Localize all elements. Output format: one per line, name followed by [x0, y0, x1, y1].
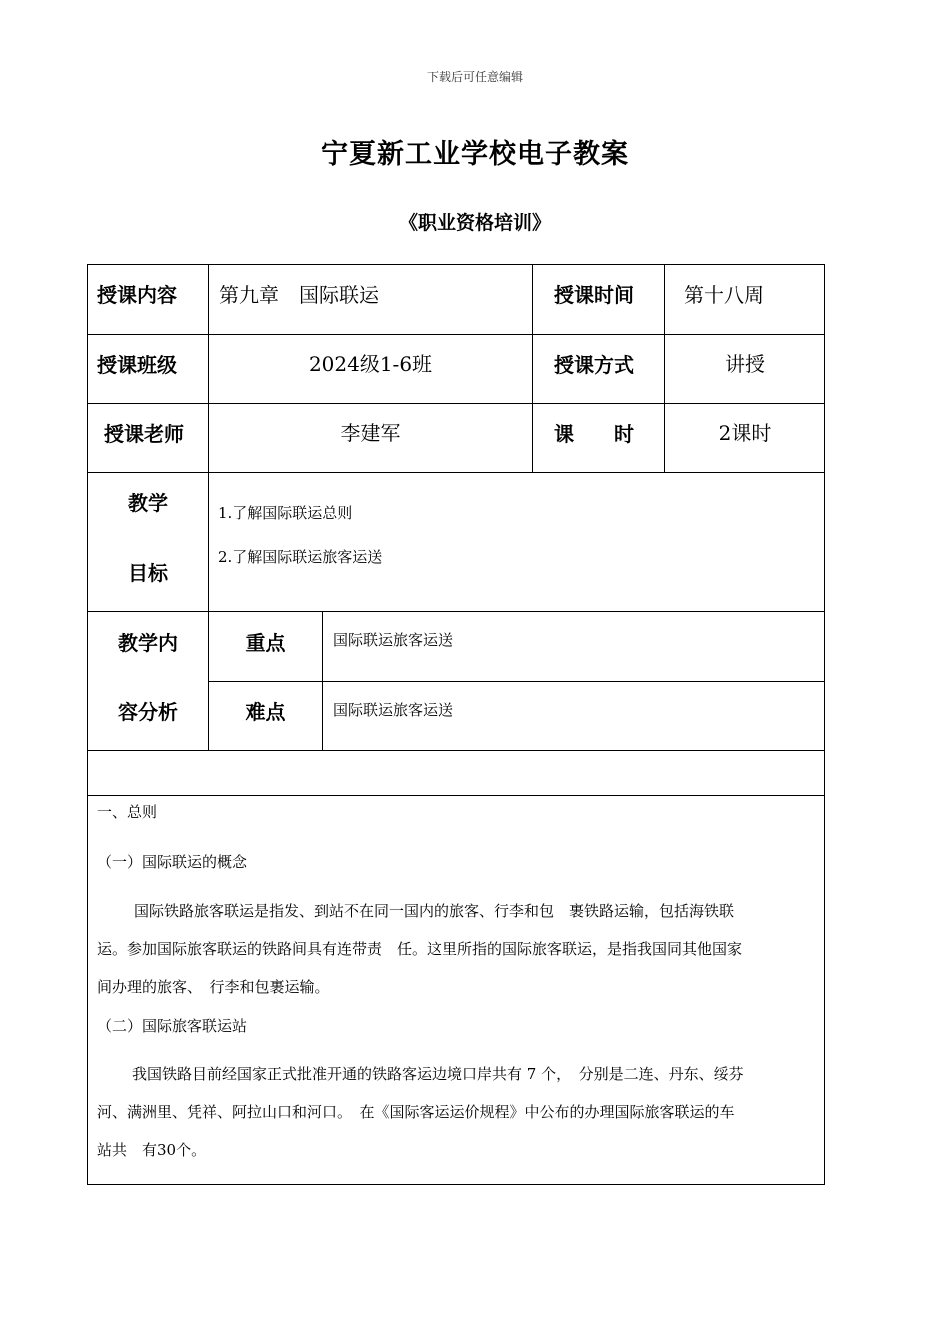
objectives-label-line1: 教学	[128, 491, 168, 515]
method-label: 授课方式	[554, 353, 634, 377]
time-value: 第十八周	[684, 283, 764, 307]
class-value: 2024级1-6班	[308, 352, 433, 376]
difficulty-value: 国际联运旅客运送	[333, 701, 454, 719]
header-note: 下载后可任意编辑	[426, 70, 523, 84]
document-title: 宁夏新工业学校电子教案	[321, 139, 629, 170]
objectives-label-line2: 目标	[128, 561, 168, 585]
paragraph-line: 河、满洲里、凭祥、阿拉山口和河口。 在《国际客运运价规程》中公布的办理国际旅客联运的车	[97, 1103, 735, 1121]
content-value: 第九章 国际联运	[219, 283, 379, 307]
time-label: 授课时间	[554, 283, 634, 307]
difficulty-label: 难点	[245, 700, 286, 724]
key-point-value: 国际联运旅客运送	[333, 631, 454, 649]
paragraph-line: 站共 有30个。	[97, 1141, 207, 1159]
hours-value: 2课时	[718, 421, 772, 445]
method-value: 讲授	[725, 352, 765, 376]
document-subtitle: 《职业资格培训》	[398, 212, 551, 234]
hours-label: 课 时	[554, 422, 634, 446]
analysis-label-line2: 容分析	[118, 700, 178, 724]
subsection-heading: （二）国际旅客联运站	[97, 1017, 248, 1035]
paragraph-line: 间办理的旅客、 行李和包裹运输。	[97, 978, 330, 996]
subsection-heading: （一）国际联运的概念	[97, 853, 248, 871]
key-point-label: 重点	[245, 631, 286, 655]
analysis-label-line1: 教学内	[118, 631, 178, 655]
teacher-value: 李建军	[340, 421, 401, 445]
objective-item: 1.了解国际联运总则	[218, 504, 353, 522]
paragraph-line: 我国铁路目前经国家正式批准开通的铁路客运边境口岸共有 7 个， 分别是二连、丹东、绥芬	[132, 1065, 744, 1083]
paragraph-line: 国际铁路旅客联运是指发、到站不在同一国内的旅客、行李和包 裹铁路运输，包括海铁联	[134, 902, 735, 920]
section-heading: 一、总则	[97, 803, 158, 821]
objective-item: 2.了解国际联运旅客运送	[218, 548, 383, 566]
teacher-label: 授课老师	[104, 422, 184, 446]
paragraph-line: 运。参加国际旅客联运的铁路间具有连带责 任。这里所指的国际旅客联运，是指我国同其他国家	[97, 940, 743, 958]
lesson-plan-table	[87, 264, 825, 1185]
class-label: 授课班级	[97, 353, 177, 377]
content-label: 授课内容	[97, 283, 177, 307]
